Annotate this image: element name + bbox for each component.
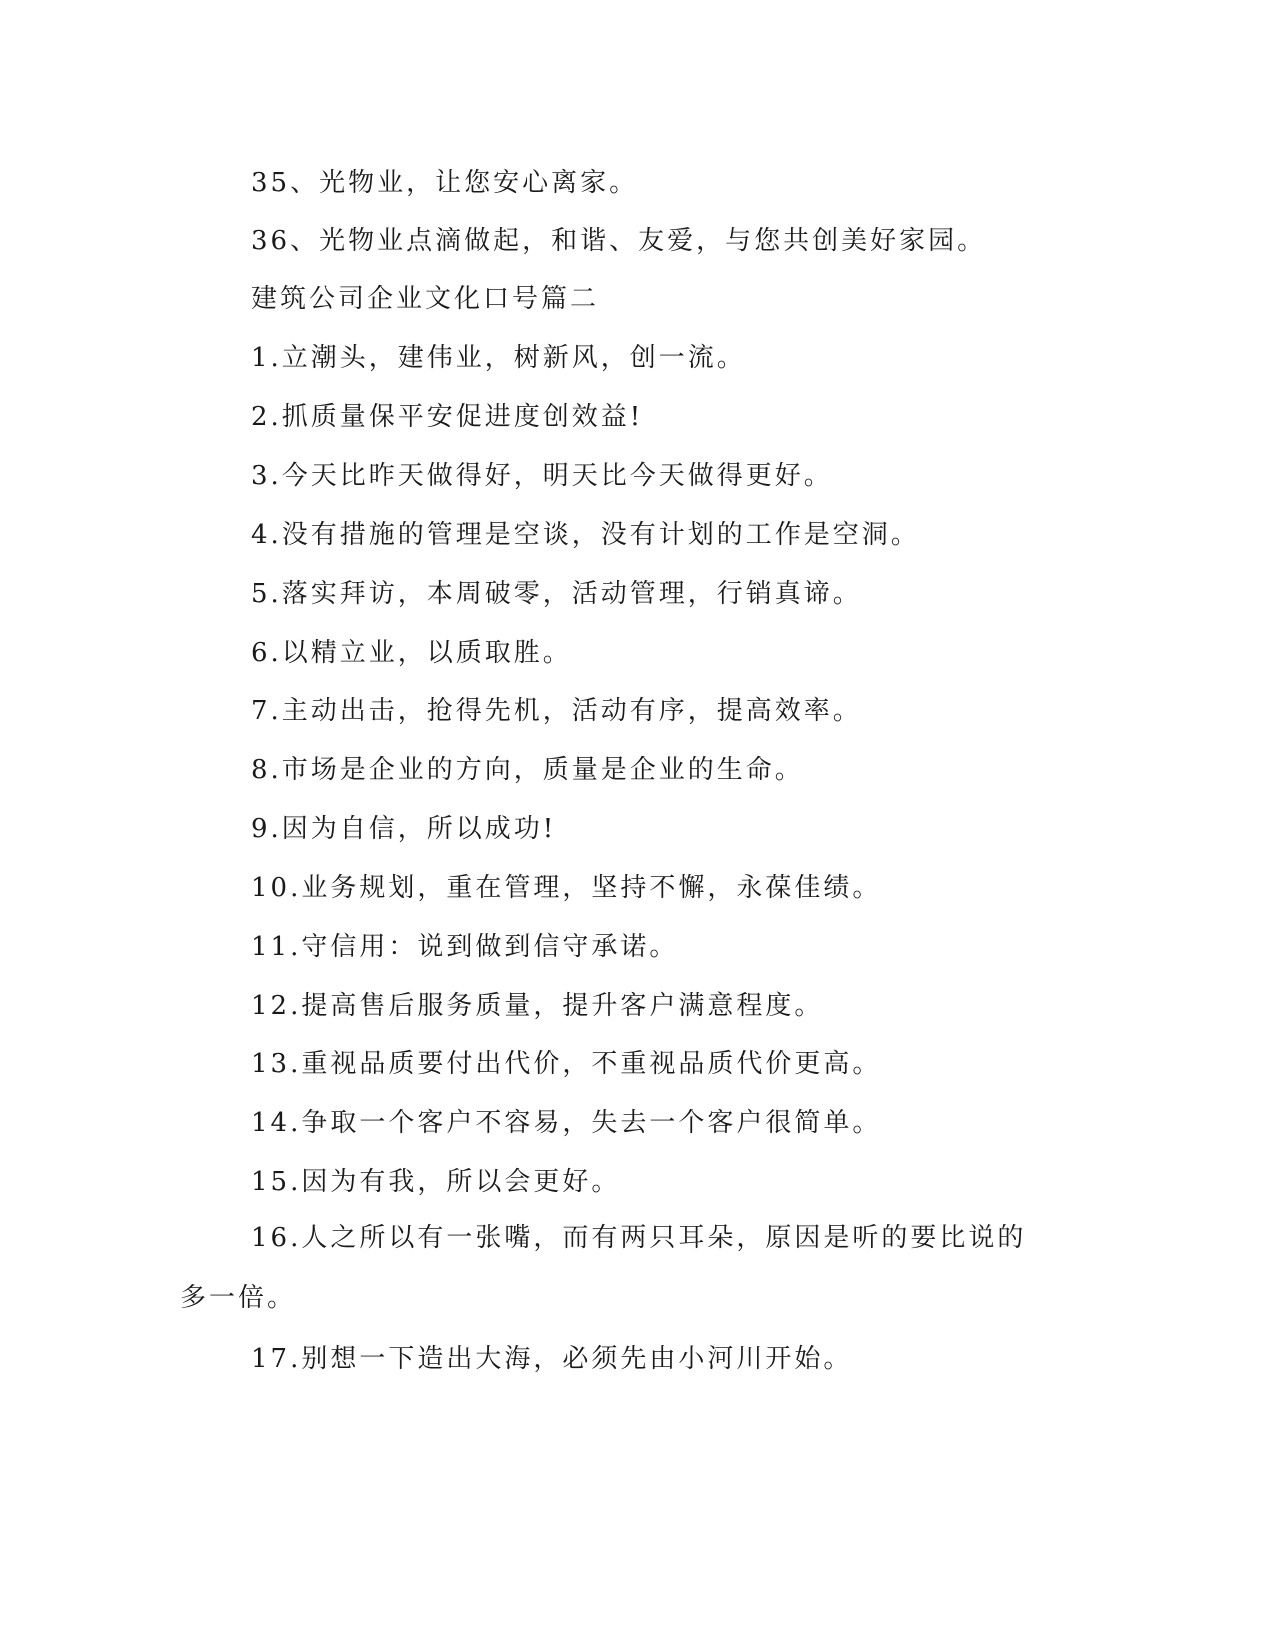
text-line: 35、光物业，让您安心离家。	[251, 168, 639, 198]
list-item: 12.提高售后服务质量，提升客户满意程度。	[251, 991, 824, 1021]
list-item: 8.市场是企业的方向，质量是企业的生命。	[251, 755, 804, 785]
list-item: 17.别想一下造出大海，必须先由小河川开始。	[251, 1344, 853, 1374]
section-heading: 建筑公司企业文化口号篇二	[251, 284, 600, 314]
list-item: 13.重视品质要付出代价，不重视品质代价更高。	[251, 1049, 882, 1079]
list-item: 3.今天比昨天做得好，明天比今天做得更好。	[251, 461, 833, 491]
list-item: 14.争取一个客户不容易，失去一个客户很简单。	[251, 1108, 882, 1138]
list-item: 1.立潮头，建伟业，树新风，创一流。	[251, 343, 746, 373]
list-item: 15.因为有我，所以会更好。	[251, 1167, 621, 1197]
text-line: 36、光物业点滴做起，和谐、友爱，与您共创美好家园。	[251, 226, 987, 256]
list-item: 9.因为自信，所以成功!	[251, 814, 557, 844]
list-item: 2.抓质量保平安促进度创效益!	[251, 402, 644, 432]
list-item: 16.人之所以有一张嘴，而有两只耳朵，原因是听的要比说的多一倍。	[180, 1223, 1027, 1313]
list-item: 7.主动出击，抢得先机，活动有序，提高效率。	[251, 696, 862, 726]
list-item: 11.守信用：说到做到信守承诺。	[251, 932, 679, 962]
list-item: 4.没有措施的管理是空谈，没有计划的工作是空洞。	[251, 520, 920, 550]
list-item: 6.以精立业，以质取胜。	[251, 638, 572, 668]
list-item: 10.业务规划，重在管理，坚持不懈，永葆佳绩。	[251, 873, 882, 903]
list-item: 5.落实拜访，本周破零，活动管理，行销真谛。	[251, 579, 862, 609]
